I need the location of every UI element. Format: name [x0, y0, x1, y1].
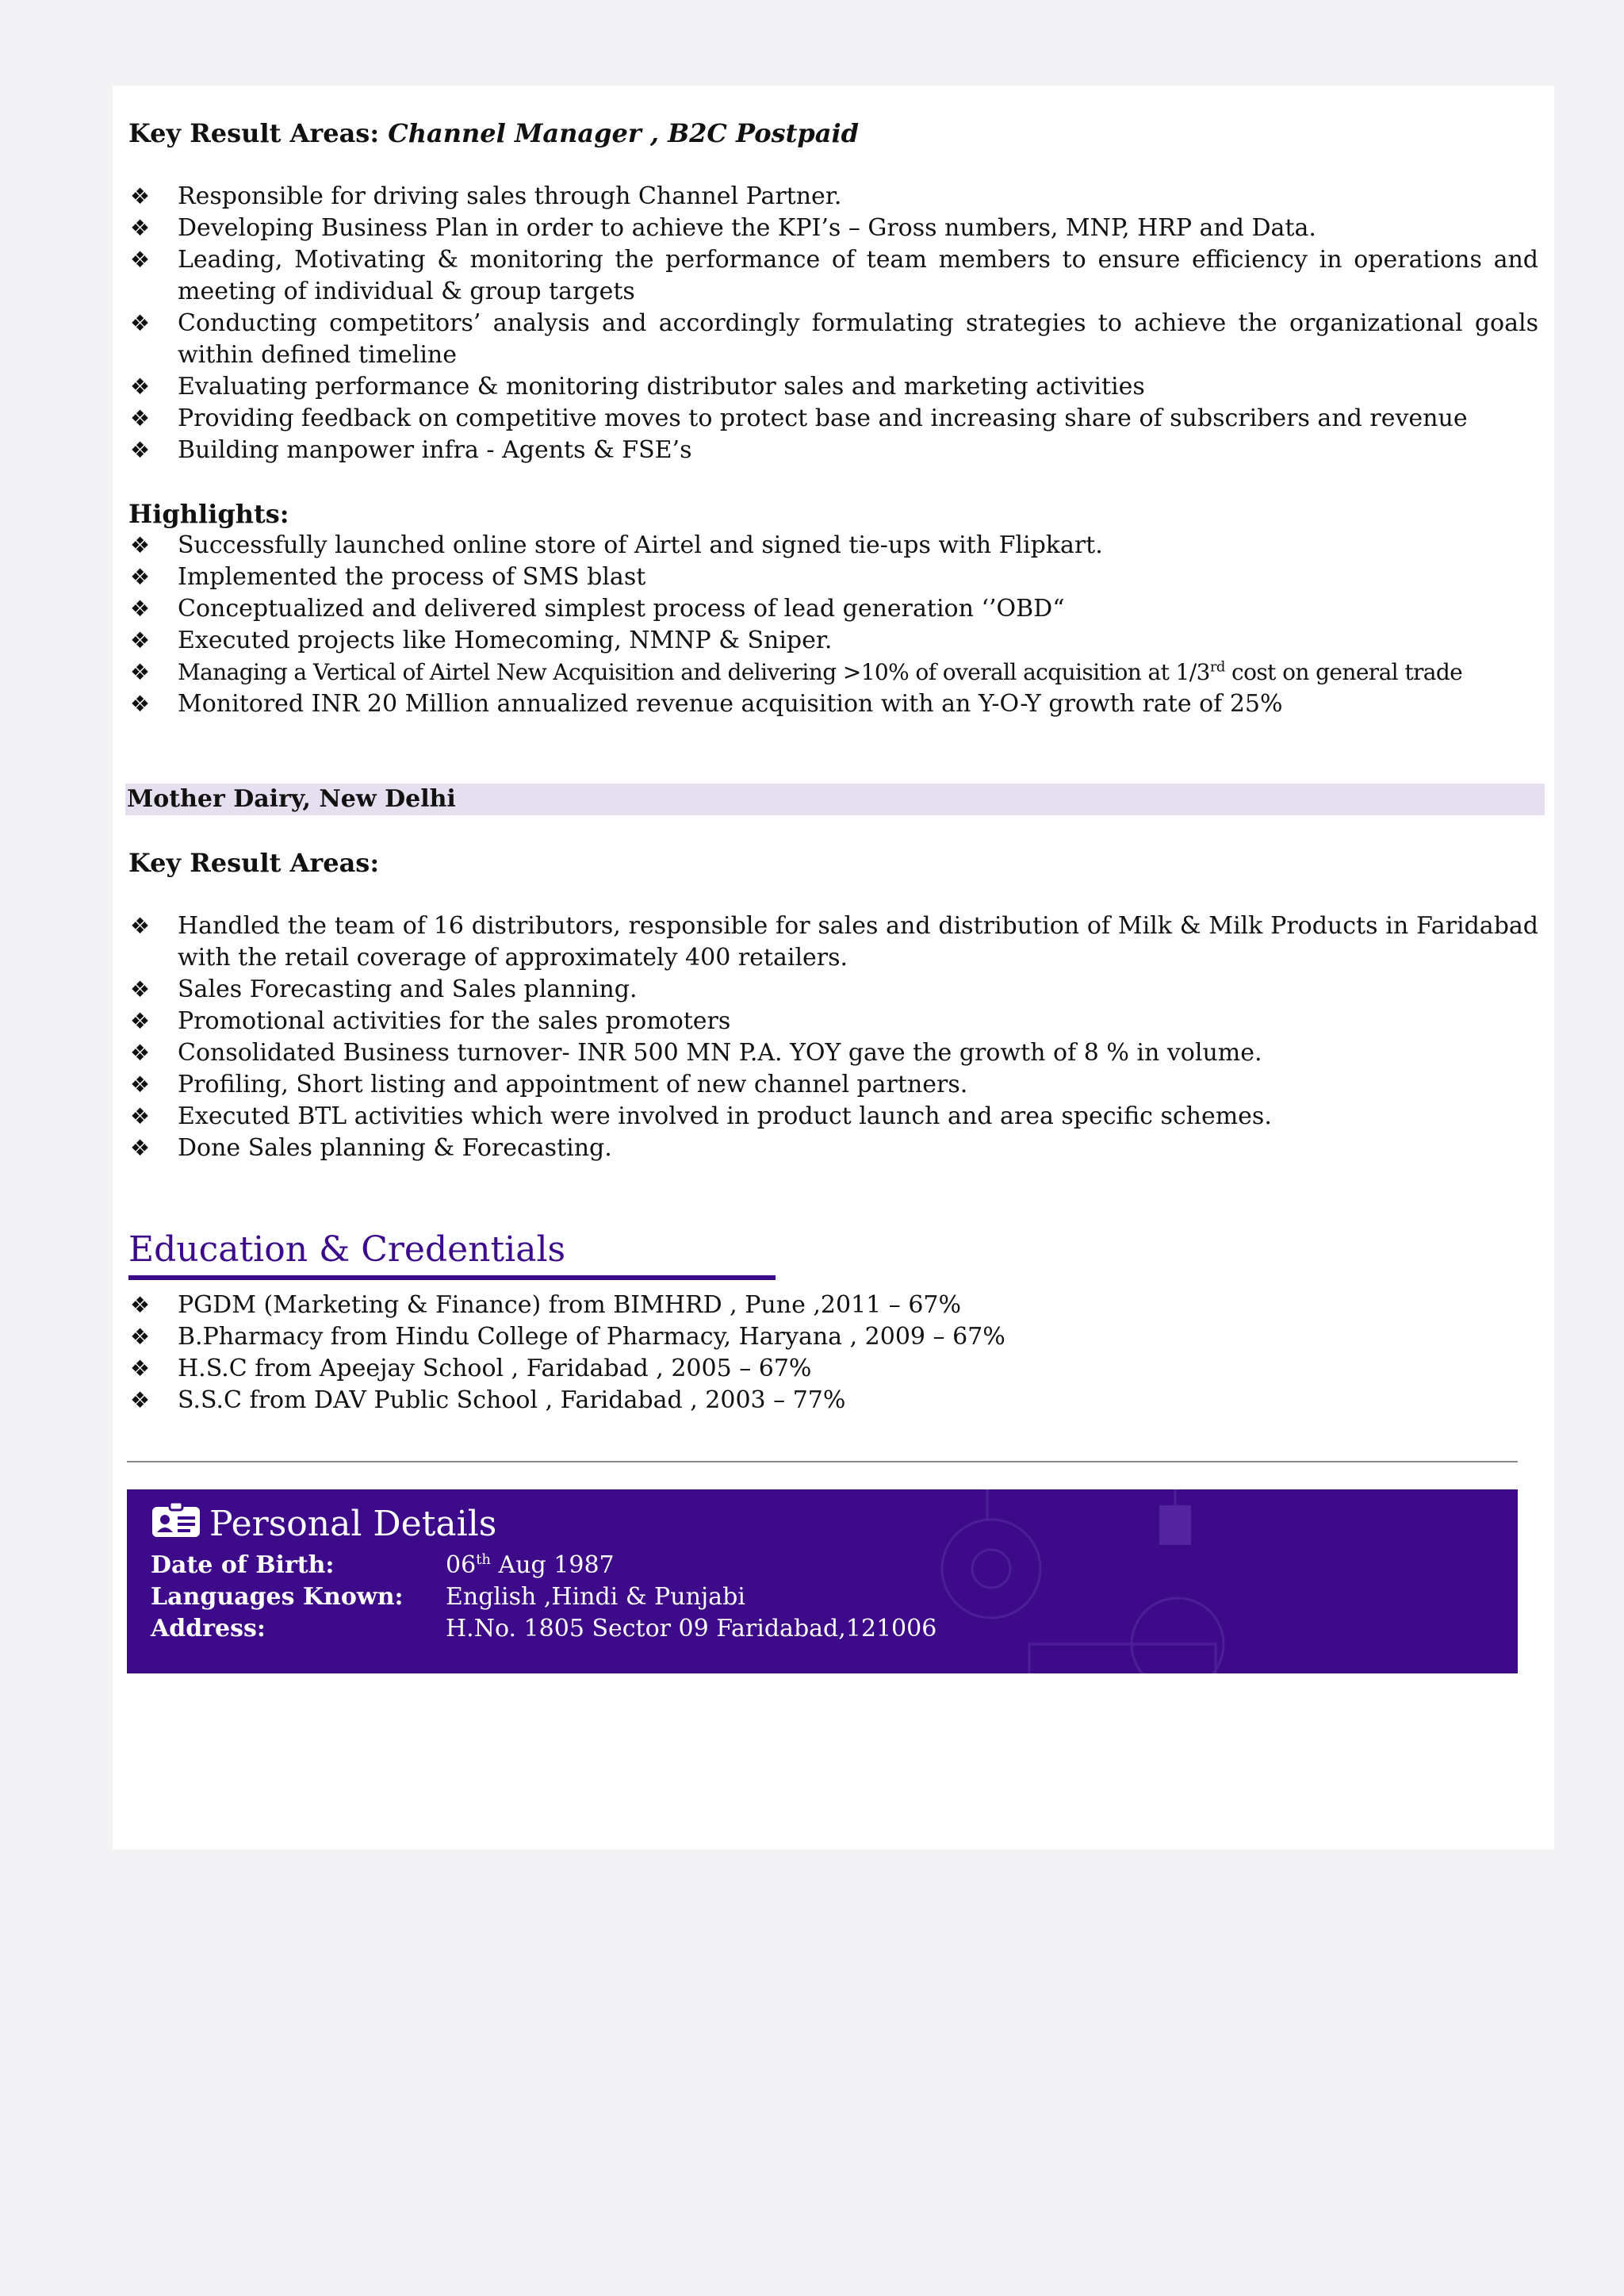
list-item: ❖ Conceptualized and delivered simplest process of lead generation ‘’OBD“ [128, 593, 1538, 625]
diamond-bullet-icon: ❖ [130, 310, 151, 336]
diamond-bullet-icon: ❖ [130, 1387, 151, 1413]
resume-content [128, 117, 1540, 1416]
list-item: ❖ Profiling, Short listing and appointment of new channel partners. [128, 1069, 1538, 1101]
list-item: ❖ Evaluating performance & monitoring distributor sales and marketing activities [128, 371, 1538, 403]
diamond-bullet-icon: ❖ [130, 1103, 151, 1129]
diamond-bullet-icon: ❖ [130, 437, 151, 463]
dob-row [151, 1550, 615, 1581]
diamond-bullet-icon: ❖ [130, 596, 151, 622]
diamond-bullet-icon: ❖ [130, 374, 151, 400]
list-item: ❖ PGDM (Marketing & Finance) from BIMHRD , Pune ,2011 – 67% [128, 1290, 1538, 1321]
kra-heading: Key Result Areas: [128, 848, 380, 878]
list-item: ❖ Sales Forecasting and Sales planning. [128, 974, 1538, 1006]
languages-value: English ,Hindi & Punjabi [446, 1583, 745, 1611]
education-list [128, 1290, 1540, 1416]
section-divider [127, 1461, 1518, 1462]
diamond-bullet-icon: ❖ [130, 247, 151, 273]
diamond-bullet-icon: ❖ [130, 183, 151, 209]
diamond-bullet-icon: ❖ [130, 215, 151, 241]
diamond-bullet-icon: ❖ [130, 1071, 151, 1098]
address-value: H.No. 1805 Sector 09 Faridabad,121006 [446, 1615, 937, 1642]
list-item: ❖ Conducting competitors’ analysis and accordingly formulating strategies to achieve the organizational goals within defined timeline [130, 309, 1538, 369]
list-item: ❖ Leading, Motivating & monitoring the performance of team members to ensure efficiency in operations and meeting of individual & group targets [130, 246, 1538, 305]
list-item: ❖ Managing a Vertical of Airtel New Acquisition and delivering >10% of overall acquisition at 1/3rd cost on general trade [128, 657, 1538, 688]
list-item: ❖ Developing Business Plan in order to achieve the KPI’s – Gross numbers, MNP, HRP and Data. [128, 213, 1538, 244]
diamond-bullet-icon: ❖ [130, 532, 151, 558]
kra-role: Channel Manager , B2C Postpaid [388, 118, 859, 148]
languages-label: Languages Known: [151, 1583, 404, 1611]
education-underline [128, 1275, 776, 1280]
list-item: ❖ Providing feedback on competitive moves to protect base and increasing share of subscribers and revenue [128, 403, 1538, 435]
highlights-list [128, 530, 1540, 720]
diamond-bullet-icon: ❖ [130, 405, 151, 431]
list-item: ❖ Done Sales planning & Forecasting. [128, 1133, 1538, 1164]
list-item: ❖ B.Pharmacy from Hindu College of Pharmacy, Haryana , 2009 – 67% [128, 1321, 1538, 1353]
diamond-bullet-icon: ❖ [130, 691, 151, 717]
list-item: ❖ Building manpower infra - Agents & FSE’s [128, 435, 1538, 466]
diamond-bullet-icon: ❖ [130, 1135, 151, 1161]
list-item: ❖ Responsible for driving sales through Channel Partner. [128, 181, 1538, 213]
diamond-bullet-icon: ❖ [130, 1355, 151, 1382]
address-row [151, 1613, 936, 1645]
diamond-bullet-icon: ❖ [130, 564, 151, 590]
kra-list [128, 181, 1540, 466]
highlights-heading: Highlights: [128, 499, 289, 529]
list-item: ❖ H.S.C from Apeejay School , Faridabad , 2005 – 67% [128, 1353, 1538, 1385]
diamond-bullet-icon: ❖ [130, 1008, 151, 1034]
diamond-bullet-icon: ❖ [130, 1324, 151, 1350]
address-label: Address: [151, 1615, 266, 1642]
diamond-bullet-icon: ❖ [130, 913, 151, 939]
personal-details-panel [127, 1489, 1518, 1673]
id-card-icon [151, 1501, 201, 1539]
list-item: ❖ Executed projects like Homecoming, NMNP & Sniper. [128, 625, 1538, 657]
diamond-bullet-icon: ❖ [130, 1292, 151, 1318]
dob-label: Date of Birth: [151, 1551, 335, 1579]
diamond-bullet-icon: ❖ [130, 1040, 151, 1066]
kra-heading: Key Result Areas: Channel Manager , B2C Postpaid [128, 118, 859, 148]
list-item: ❖ Monitored INR 20 Million annualized revenue acquisition with an Y-O-Y growth rate of 25% [128, 688, 1538, 720]
list-item: ❖ Executed BTL activities which were involved in product launch and area specific schemes. [128, 1101, 1538, 1133]
mother-dairy-list [128, 910, 1540, 1164]
list-item: ❖ Successfully launched online store of Airtel and signed tie-ups with Flipkart. [128, 530, 1538, 562]
dob-value: 06th Aug 1987 [446, 1551, 615, 1579]
list-item: ❖ Implemented the process of SMS blast [128, 562, 1538, 593]
personal-details-title: Personal Details [151, 1501, 496, 1547]
company-band: Mother Dairy, New Delhi [125, 784, 1545, 815]
languages-row [151, 1581, 745, 1613]
education-title: Education & Credentials [128, 1229, 566, 1270]
list-item: ❖ Handled the team of 16 distributors, responsible for sales and distribution of Milk & Milk Products in Faridabad with the retail coverage of approximately 400 retailers. [130, 912, 1538, 972]
diamond-bullet-icon: ❖ [130, 659, 150, 685]
diamond-bullet-icon: ❖ [130, 976, 151, 1002]
diamond-bullet-icon: ❖ [130, 627, 151, 654]
list-item: ❖ Promotional activities for the sales promoters [128, 1006, 1538, 1037]
list-item: ❖ Consolidated Business turnover- INR 500 MN P.A. YOY gave the growth of 8 % in volume. [128, 1037, 1538, 1069]
list-item: ❖ S.S.C from DAV Public School , Faridabad , 2003 – 77% [128, 1385, 1538, 1416]
